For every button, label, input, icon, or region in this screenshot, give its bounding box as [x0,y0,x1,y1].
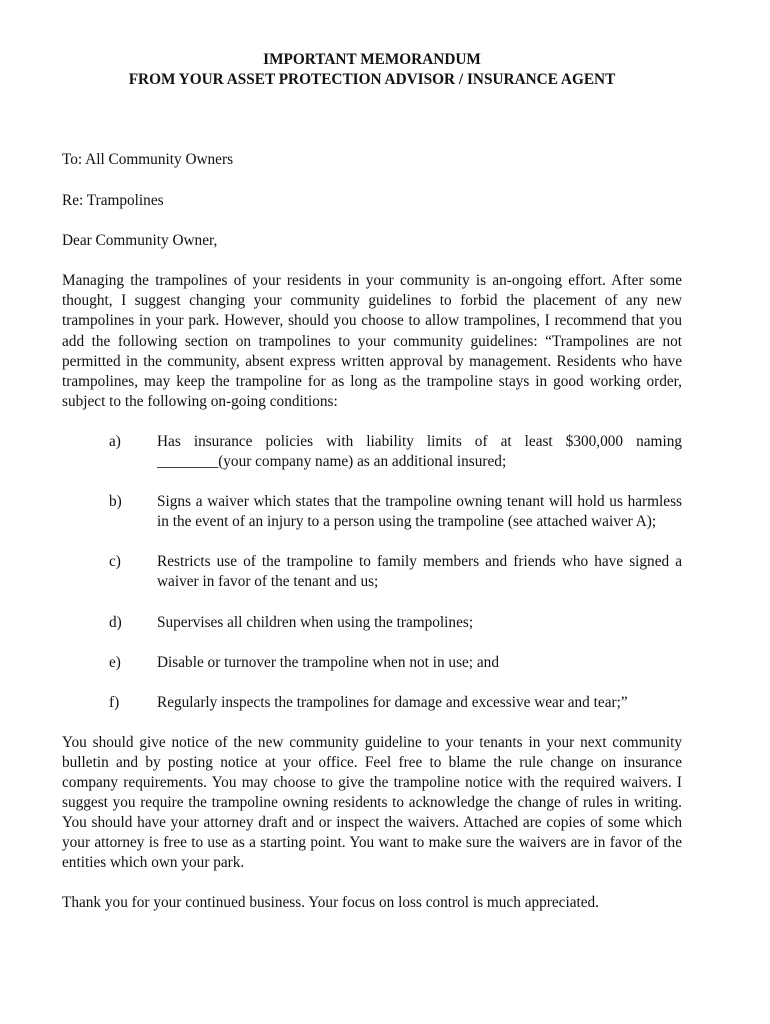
condition-item [62,613,682,633]
to-line: To: All Community Owners [62,151,234,168]
condition-text: Signs a waiver which states that the trampoline owning tenant will hold us harmless in the event of an injury to a person using the trampoline (see attached waiver A); [157,493,682,531]
condition-item [62,492,682,532]
condition-text: Restricts use of the trampoline to family members and friends who have signed a waiver in favor of the tenant and us; [157,553,682,591]
condition-text: Supervises all children when using the trampolines; [157,613,474,631]
intro-paragraph: Managing the trampolines of your residents in your community is an-ongoing effort. After some thought, I suggest changing your community guidelines to forbid the placement of any new trampolines in your park. However, should you choose to allow trampolines, I recommend that you add the following section on trampolines to your community guidelines: “Trampolines are not permitted in the community, absent express written approval by management. Residents who have trampolines, may keep the trampoline for as long as the trampoline stays in good working order, subject to the following on-going conditions: [62,272,682,410]
closing-line: Thank you for your continued business. Your focus on loss control is much appreciated. [62,894,600,912]
condition-item [62,653,682,673]
condition-marker: f) [109,693,120,711]
condition-marker: b) [109,493,122,511]
condition-marker: d) [109,613,122,631]
condition-item [62,552,682,592]
condition-text: Regularly inspects the trampolines for damage and excessive wear and tear;” [157,693,628,711]
condition-item [62,432,682,472]
condition-text: Has insurance policies with liability limits of at least $300,000 naming ________(your company name) as an additional insured; [157,432,682,471]
memorandum-page [62,50,682,914]
condition-item [62,693,682,713]
notice-paragraph: You should give notice of the new community guideline to your tenants in your next community bulletin and by posting notice at your office. Feel free to blame the rule change on insurance company requirements. You may choose to give the trampoline notice with the required waivers. I suggest you require the trampoline owning residents to acknowledge the change of rules in writing. You should have your attorney draft and or inspect the waivers. Attached are copies of some which your attorney is free to use as a starting point. You want to make sure the waivers are in favor of the entities which own your park. [62,733,682,872]
memo-subtitle: FROM YOUR ASSET PROTECTION ADVISOR / INSURANCE AGENT [128,70,616,88]
conditions-list [62,432,682,713]
condition-text: Disable or turnover the trampoline when not in use; and [157,653,499,671]
condition-marker: c) [109,553,121,571]
memo-title: IMPORTANT MEMORANDUM [263,51,481,68]
salutation: Dear Community Owner, [62,232,218,250]
condition-marker: a) [109,432,121,450]
condition-marker: e) [109,653,121,671]
re-line: Re: Trampolines [62,192,164,210]
